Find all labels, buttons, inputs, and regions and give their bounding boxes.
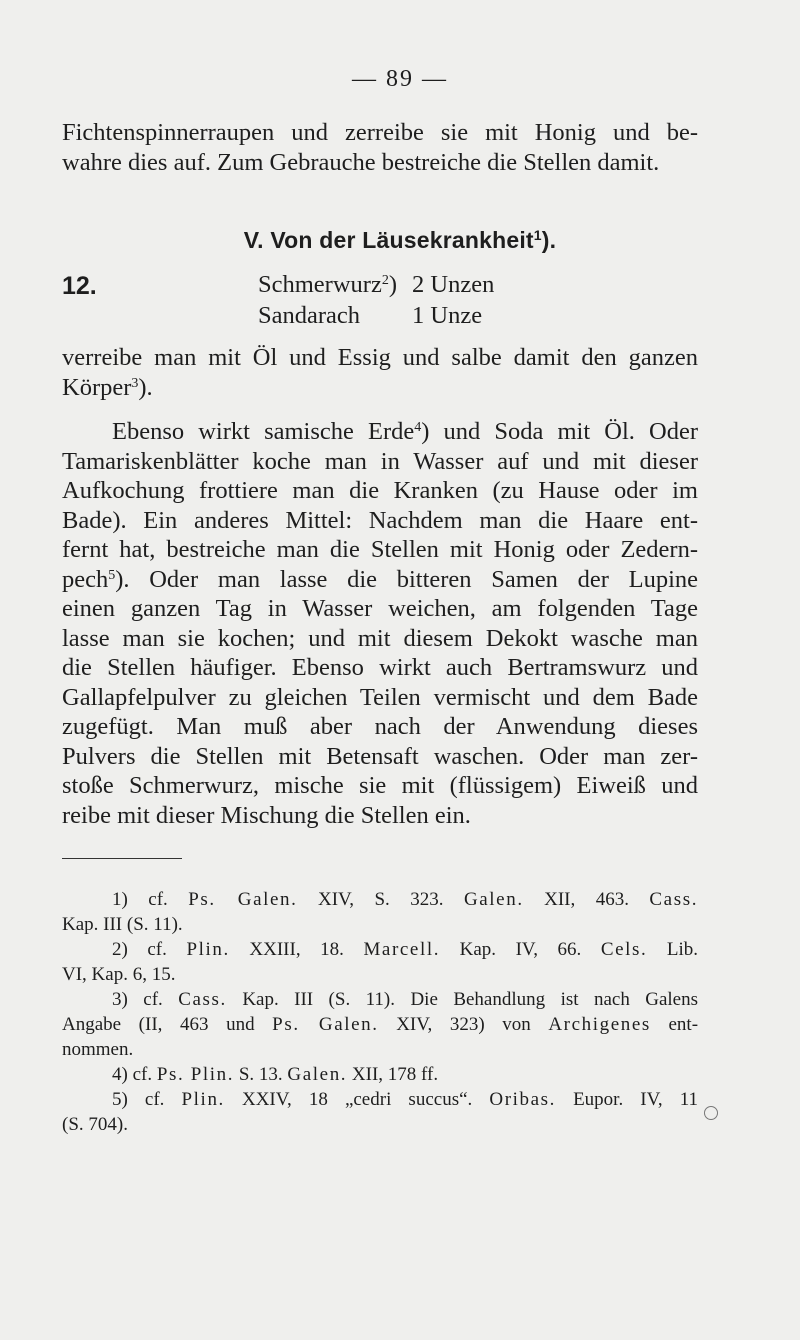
footnote-2-cont: VI, Kap. 6, 15. <box>62 964 176 985</box>
footnote-5: 5) cf. Plin. XXIV, 18 „cedri succus“. Oribas. Eupor. IV, 11 <box>112 1089 699 1110</box>
footnote-1-cont: Kap. III (S. 11). <box>62 914 183 935</box>
text-line: lasse man sie kochen; und mit diesem Dekokt wasche man <box>62 624 698 652</box>
recipe-block <box>62 270 702 332</box>
text-line: die Stellen häufiger. Ebenso wirkt auch Bertramswurz und <box>62 654 698 681</box>
paragraph-remedies <box>62 417 698 830</box>
footnote-ref: 2 <box>381 273 389 288</box>
footnote-ref: 1 <box>533 227 542 243</box>
paragraph-continuation <box>62 118 698 177</box>
footnote-4: 4) cf. Ps. Plin. S. 13. Galen. XII, 178 ff. <box>112 1064 439 1085</box>
text-line: verreibe man mit Öl und Essig und salbe damit den ganzen <box>62 344 698 371</box>
footnote-3-cont: nommen. <box>62 1039 134 1060</box>
page-number: — 89 — <box>352 66 448 92</box>
recipe-number: 12. <box>62 272 97 300</box>
section-heading <box>0 227 800 254</box>
text-line: Bade). Ein anderes Mittel: Nachdem man die Haare ent- <box>62 506 698 534</box>
text-line: Gallapfelpulver zu gleichen Teilen vermischt und dem Bade <box>62 683 698 711</box>
ingredient-quantity: 2 Unzen <box>412 271 495 298</box>
footnote-1: 1) cf. Ps. Galen. XIV, S. 323. Galen. XII, 463. Cass. <box>112 889 699 910</box>
text-line: wahre dies auf. Zum Gebrauche bestreiche die Stellen damit. <box>62 148 660 176</box>
footnote-ref: 3 <box>131 375 139 391</box>
text-line: stoße Schmerwurz, mische sie mit (flüssigem) Eiweiß und <box>62 772 698 799</box>
footnote-ref: 4 <box>414 420 422 435</box>
heading-text: V. Von der Läusekrankheit <box>243 227 534 253</box>
footnotes <box>62 887 698 1137</box>
footnote-2: 2) cf. Plin. XXIII, 18. Marcell. Kap. IV, 66. Cels. Lib. <box>112 939 699 960</box>
heading-close: ). <box>541 227 557 253</box>
text-line: Pulvers die Stellen mit Betensaft waschen. Oder man zer- <box>62 742 698 770</box>
text-line: fernt hat, bestreiche man die Stellen mit Honig oder Zedern- <box>62 536 698 563</box>
text-line: Tamariskenblätter koche man in Wasser auf und mit dieser <box>62 447 698 475</box>
text-line: Aufkochung frottiere man die Kranken (zu Hause oder im <box>62 477 698 504</box>
paragraph-instructions <box>62 343 698 402</box>
footnote-3: 3) cf. Cass. Kap. III (S. 11). Die Behandlung ist nach Galens <box>112 989 699 1010</box>
text-line: pech$^5$). Oder man lasse die bitteren Samen der Lupine <box>62 565 698 593</box>
text-line: einen ganzen Tag in Wasser weichen, am folgenden Tage <box>62 595 698 622</box>
text-line: reibe mit dieser Mischung die Stellen ein. <box>62 801 471 829</box>
paper-blemish <box>704 1106 718 1120</box>
footnote-3-cont: Angabe (II, 463 und Ps. Galen. XIV, 323) von Archigenes ent- <box>62 1014 699 1035</box>
ingredient-quantity: 1 Unze <box>412 302 483 329</box>
text-line: Ebenso wirkt samische Erde$^4$) und Soda mit Öl. Oder <box>112 418 698 445</box>
ingredient-name: Sandarach <box>258 302 361 329</box>
footnote-ref: 5 <box>108 567 116 583</box>
ingredient-name: Schmerwurz$^2$) <box>258 271 397 298</box>
footnote-5-cont: (S. 704). <box>62 1114 128 1135</box>
text-line: Fichtenspinnerraupen und zerreibe sie mit Honig und be- <box>62 119 698 146</box>
text-line: Körper$^3$). <box>62 373 153 401</box>
footnote-divider <box>62 858 182 859</box>
text-line: zugefügt. Man muß aber nach der Anwendung dieses <box>62 713 698 740</box>
